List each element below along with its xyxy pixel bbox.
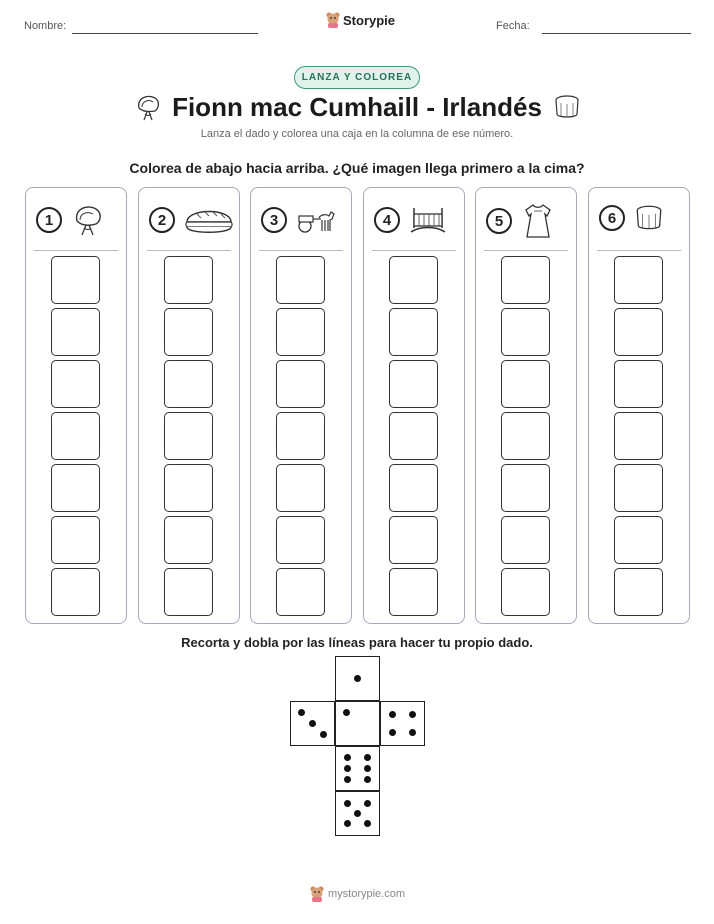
cut-instruction: Recorta y dobla por las líneas para hacer tu propio dado. [181,635,533,650]
column-5 [475,187,577,624]
coloring-box[interactable] [164,516,213,564]
column-2 [138,187,240,624]
die-pip [344,754,351,761]
coloring-box[interactable] [276,360,325,408]
coloring-box[interactable] [614,568,663,616]
die-pip [354,675,361,682]
horse-cart-icon [295,202,337,238]
column-number: 2 [149,207,175,233]
dress-icon [520,202,556,240]
coloring-box[interactable] [501,412,550,460]
coloring-box[interactable] [51,516,100,564]
coloring-box[interactable] [276,308,325,356]
coloring-box[interactable] [276,516,325,564]
coloring-box[interactable] [614,412,663,460]
coloring-box[interactable] [614,516,663,564]
column-number: 4 [374,207,400,233]
bread-loaf-icon [183,202,235,238]
die-face-4 [380,701,425,746]
die-pip [344,800,351,807]
die-pip [364,776,371,783]
coloring-box[interactable] [164,308,213,356]
coloring-box[interactable] [51,412,100,460]
footer-url[interactable]: mystorypie.com [328,888,406,900]
date-label: Fecha: [496,20,530,32]
die-face-3 [290,701,335,746]
coloring-box[interactable] [276,256,325,304]
cradle-icon [408,202,448,238]
coloring-box[interactable] [164,412,213,460]
instruction-text: Colorea de abajo hacia arriba. ¿Qué imagen llega primero a la cima? [129,160,585,176]
coloring-box[interactable] [501,360,550,408]
column-number: 1 [36,207,62,233]
die-face-1 [335,656,380,701]
coloring-box[interactable] [614,360,663,408]
coloring-box[interactable] [51,360,100,408]
die-face-5 [335,791,380,836]
column-divider [34,250,118,251]
coloring-box[interactable] [51,256,100,304]
column-divider [597,250,681,251]
coloring-box[interactable] [276,412,325,460]
die-pip [364,765,371,772]
coloring-box[interactable] [501,464,550,512]
coloring-box[interactable] [501,516,550,564]
coloring-box[interactable] [614,256,663,304]
column-divider [372,250,456,251]
die-pip [389,711,396,718]
coloring-box[interactable] [614,308,663,356]
die-pip [409,711,416,718]
coloring-box[interactable] [501,308,550,356]
column-1 [25,187,127,624]
footer [310,886,405,902]
column-divider [484,250,568,251]
name-line[interactable] [72,33,258,34]
die-pip [343,709,350,716]
bear-mascot-icon [310,886,324,902]
page-title: Fionn mac Cumhaill - Irlandés [172,92,542,122]
brand-logo [326,12,395,28]
brand-name: Storypie [343,12,396,28]
die-pip [409,729,416,736]
column-divider [259,250,343,251]
column-divider [147,250,231,251]
coloring-box[interactable] [501,256,550,304]
coloring-box[interactable] [164,256,213,304]
name-label: Nombre: [24,20,67,32]
coloring-box[interactable] [389,516,438,564]
coloring-box[interactable] [389,568,438,616]
die-pip [344,765,351,772]
coloring-box[interactable] [389,256,438,304]
coloring-box[interactable] [51,308,100,356]
die-pip [320,731,327,738]
die-pip [389,729,396,736]
coloring-box[interactable] [164,464,213,512]
coloring-box[interactable] [276,464,325,512]
die-pip [309,720,316,727]
coloring-box[interactable] [614,464,663,512]
column-4 [363,187,465,624]
coloring-box[interactable] [389,412,438,460]
coloring-box[interactable] [51,568,100,616]
coloring-box[interactable] [389,464,438,512]
column-3 [250,187,352,624]
activity-tag: LANZA Y COLOREA [294,66,420,89]
hay-bale-icon [633,202,665,234]
die-face-6 [335,746,380,791]
coloring-box[interactable] [389,360,438,408]
page-subtitle: Lanza el dado y colorea una caja en la columna de ese número. [200,128,514,140]
die-pip [364,820,371,827]
die-pip [298,709,305,716]
hay-bale-icon [552,92,582,122]
coloring-box[interactable] [501,568,550,616]
die-pip [344,776,351,783]
column-6 [588,187,690,624]
die-pip [344,820,351,827]
bear-mascot-icon [326,12,340,28]
die-pip [364,800,371,807]
date-line[interactable] [542,33,691,34]
column-number: 6 [599,205,625,231]
die-pip [364,754,371,761]
coloring-box[interactable] [276,568,325,616]
column-number: 5 [486,208,512,234]
column-number: 3 [261,207,287,233]
coloring-box[interactable] [51,464,100,512]
bonnet-icon [70,202,106,238]
coloring-box[interactable] [389,308,438,356]
coloring-box[interactable] [164,568,213,616]
die-pip [354,810,361,817]
die-face-1 [335,701,380,746]
coloring-box[interactable] [164,360,213,408]
